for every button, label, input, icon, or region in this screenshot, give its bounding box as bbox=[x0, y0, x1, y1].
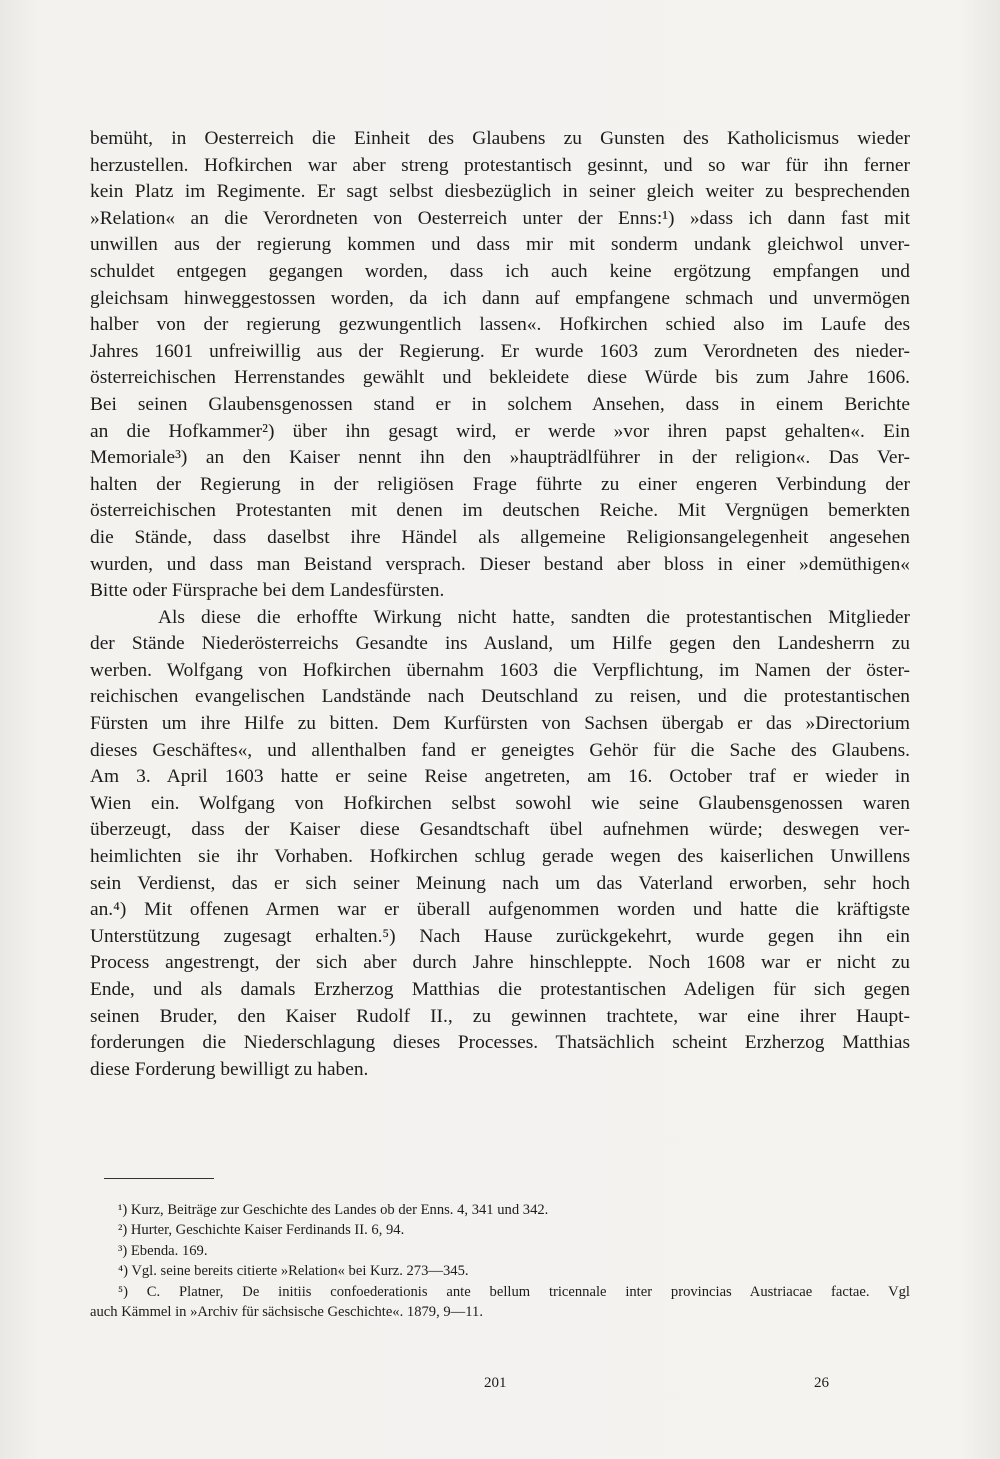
body-line: österreichischen Herrenstandes gewählt und bekleidete diese Würde bis zum Jahre 1606. bbox=[90, 367, 910, 389]
body-line: reichischen evangelischen Landstände nach Deutschland zu reisen, und die protestantischen bbox=[90, 686, 910, 708]
body-line: kein Platz im Regimente. Er sagt selbst diesbezüglich in seiner gleich weiter zu besprechenden bbox=[90, 181, 910, 203]
body-line: die Stände, dass daselbst ihre Händel als allgemeine Religionsangelegenheit angesehen bbox=[90, 526, 910, 548]
body-line: der Stände Niederösterreichs Gesandte ins Ausland, um Hilfe gegen den Landesherrn zu bbox=[90, 633, 910, 655]
body-line: Process angestrengt, der sich aber durch Jahre hinschleppte. Noch 1608 war er nicht zu bbox=[90, 952, 910, 974]
paragraph-end-line: Bitte oder Fürsprache bei dem Landesfürsten. bbox=[90, 580, 445, 602]
page-number: 201 bbox=[484, 1375, 507, 1391]
body-line: wurden, und dass man Beistand versprach. Dieser bestand aber bloss in einer »demüthigen« bbox=[90, 553, 910, 575]
body-line: Wien ein. Wolfgang von Hofkirchen selbst sowohl wie seine Glaubensgenossen waren bbox=[90, 792, 910, 814]
paragraph-start-line: Als diese die erhoffte Wirkung nicht hatte, sandten die protestantischen Mitglieder bbox=[158, 606, 910, 628]
body-line: Am 3. April 1603 hatte er seine Reise angetreten, am 16. October traf er wieder in bbox=[90, 766, 910, 788]
body-line: an.⁴) Mit offenen Armen war er überall aufgenommen worden und hatte die kräftigste bbox=[90, 899, 910, 921]
body-line: werben. Wolfgang von Hofkirchen übernahm 1603 die Verpflichtung, im Namen der öster- bbox=[90, 659, 910, 681]
body-line: Unterstützung zugesagt erhalten.⁵) Nach Hause zurückgekehrt, wurde gegen ihn ein bbox=[90, 925, 910, 947]
body-line: herzustellen. Hofkirchen war aber streng protestantisch gesinnt, und so war für ihn ferner bbox=[90, 154, 910, 176]
body-line: schuldet entgegen gegangen worden, dass ich auch keine ergötzung empfangen und bbox=[90, 260, 910, 282]
body-line: bemüht, in Oesterreich die Einheit des Glaubens zu Gunsten des Katholicismus wieder bbox=[90, 128, 910, 149]
footnote-2: ²) Hurter, Geschichte Kaiser Ferdinands II. 6, 94. bbox=[118, 1222, 405, 1239]
body-line: österreichischen Protestanten mit denen im deutschen Reiche. Mit Vergnügen bemerkten bbox=[90, 500, 910, 522]
body-line: an die Hofkammer²) über ihn gesagt wird, er werde »vor ihren papst gehalten«. Ein bbox=[90, 420, 910, 442]
body-line: halten der Regierung in der religiösen Frage führte zu einer engeren Verbindung der bbox=[90, 473, 910, 495]
footnote-divider bbox=[104, 1178, 214, 1179]
body-line: Memoriale³) an den Kaiser nennt ihn den »haupträdlführer in der religion«. Das Ver- bbox=[90, 447, 910, 469]
footnote-3: ³) Ebenda. 169. bbox=[118, 1242, 208, 1259]
body-line: dieses Geschäftes«, und allenthalben fand er geneigtes Gehör für die Sache des Glaubens. bbox=[90, 739, 910, 761]
footnote-1: ¹) Kurz, Beiträge zur Geschichte des Landes ob der Enns. 4, 341 und 342. bbox=[118, 1202, 549, 1218]
footnote-5: ⁵) C. Platner, De initiis confoederationis ante bellum tricennale inter provincias Austriacae factae. Vgl bbox=[118, 1283, 910, 1300]
body-line: heimlichten sie ihr Vorhaben. Hofkirchen schlug gerade wegen des kaiserlichen Unwillens bbox=[90, 846, 910, 868]
body-line: »Relation« an die Verordneten von Oesterreich unter der Enns:¹) »dass ich dann fast mit bbox=[90, 207, 910, 229]
body-line: forderungen die Niederschlagung dieses Processes. Thatsächlich scheint Erzherzog Matthias bbox=[90, 1032, 910, 1054]
body-line: Fürsten um ihre Hilfe zu bitten. Dem Kurfürsten von Sachsen übergab er das »Directorium bbox=[90, 713, 910, 735]
body-line: unwillen aus der regierung kommen und dass mir mit sonderm undank gleichwol unver- bbox=[90, 234, 910, 256]
body-line: gleichsam hinweggestossen worden, da ich dann auf empfangene schmach und unvermögen bbox=[90, 287, 910, 309]
footnote-5-continuation: auch Kämmel in »Archiv für sächsische Geschichte«. 1879, 9—11. bbox=[90, 1303, 483, 1320]
body-line: überzeugt, dass der Kaiser diese Gesandtschaft übel aufnehmen würde; deswegen ver- bbox=[90, 819, 910, 841]
body-line: sein Verdienst, das er sich seiner Meinung nach um das Vaterland erworben, sehr hoch bbox=[90, 872, 910, 894]
body-line: Ende, und als damals Erzherzog Matthias die protestantischen Adeligen für sich gegen bbox=[90, 979, 910, 1000]
footnotes bbox=[90, 1200, 910, 1322]
body-text bbox=[90, 126, 910, 1083]
body-line: Bei seinen Glaubensgenossen stand er in solchem Ansehen, dass in einem Berichte bbox=[90, 393, 910, 415]
body-line: halber von der regierung gezwungentlich lassen«. Hofkirchen schied also im Laufe des bbox=[90, 314, 910, 336]
body-line: Jahres 1601 unfreiwillig aus der Regierung. Er wurde 1603 zum Verordneten des nieder- bbox=[90, 340, 910, 362]
paragraph-end-line: diese Forderung bewilligt zu haben. bbox=[90, 1058, 369, 1080]
body-line: seinen Bruder, den Kaiser Rudolf II., zu gewinnen trachtete, war eine ihrer Haupt- bbox=[90, 1005, 910, 1027]
signature-mark: 26 bbox=[814, 1375, 829, 1391]
footnote-4: ⁴) Vgl. seine bereits citierte »Relation« bei Kurz. 273—345. bbox=[118, 1263, 469, 1280]
